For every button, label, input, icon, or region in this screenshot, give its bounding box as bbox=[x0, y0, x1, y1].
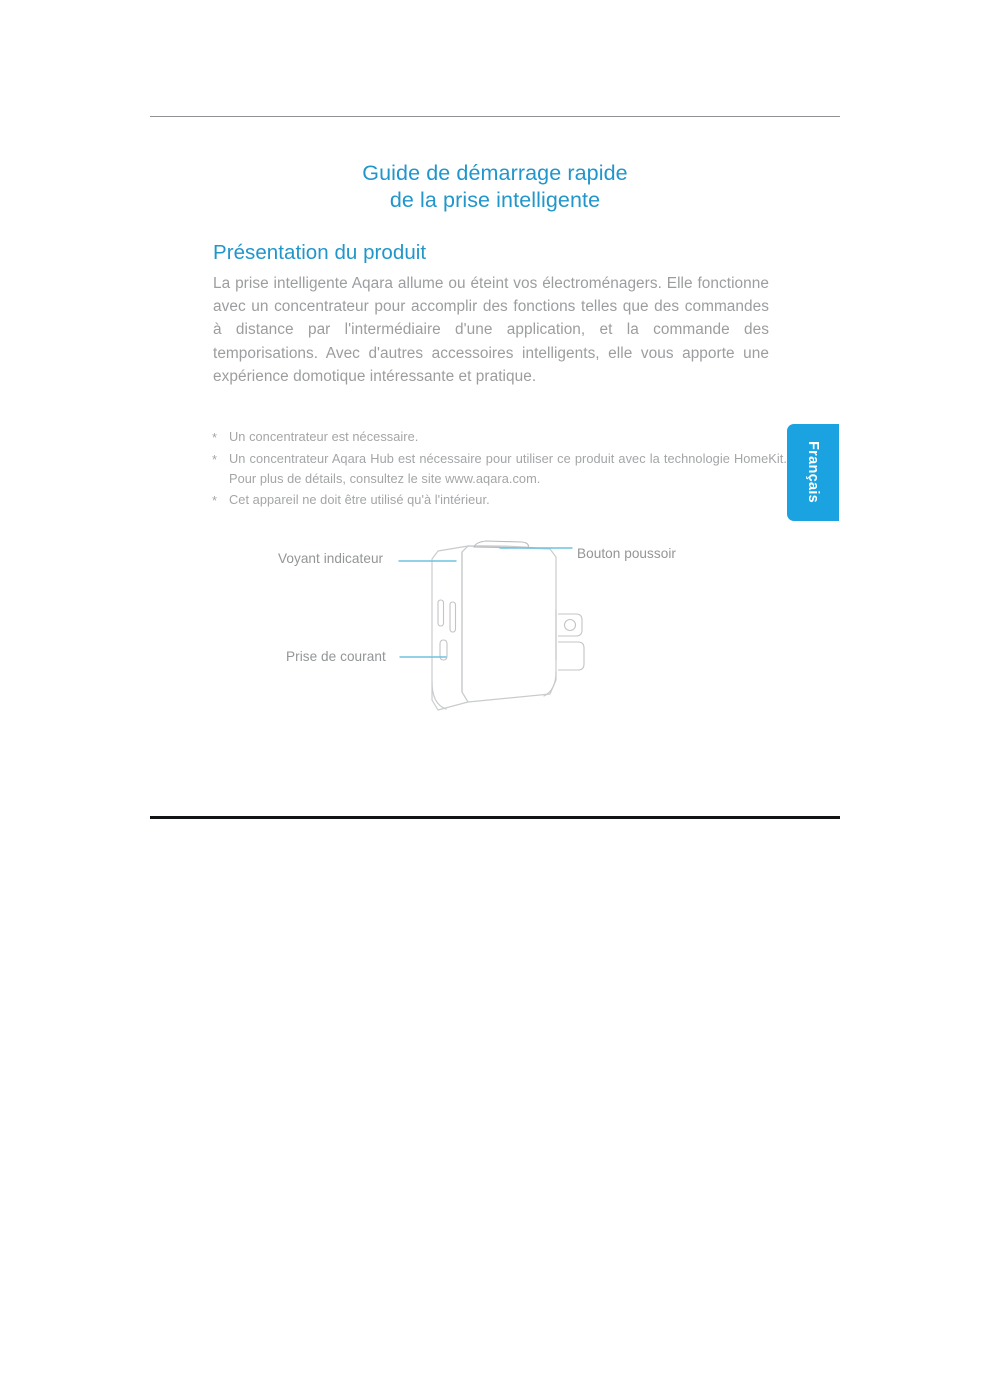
footnote-text: Cet appareil ne doit être utilisé qu'à l'intérieur. bbox=[229, 492, 490, 508]
callout-leader-lines bbox=[399, 548, 572, 657]
callout-label-power-socket: Prise de courant bbox=[286, 649, 386, 664]
footnote-list bbox=[211, 427, 787, 512]
callout-label-indicator-light: Voyant indicateur bbox=[278, 551, 384, 566]
footer-divider bbox=[150, 816, 840, 819]
product-diagram bbox=[260, 532, 720, 727]
callout-label-push-button: Bouton poussoir bbox=[577, 546, 676, 561]
language-tab-label: Français bbox=[805, 441, 821, 504]
language-tab-francais[interactable] bbox=[787, 424, 839, 521]
footnote-item bbox=[211, 449, 787, 489]
header-divider bbox=[150, 116, 840, 117]
page-title-line-2: de la prise intelligente bbox=[389, 188, 601, 212]
plug-outline bbox=[432, 546, 556, 710]
footnote-text: Un concentrateur est nécessaire. bbox=[229, 429, 419, 444]
footnote-item bbox=[211, 427, 559, 447]
section-heading: Présentation du produit bbox=[213, 241, 427, 264]
asterisk-icon: * bbox=[212, 493, 218, 509]
page-title-line-1: Guide de démarrage rapide bbox=[362, 161, 628, 185]
footnote-item bbox=[211, 490, 587, 510]
plug-prongs bbox=[556, 610, 584, 670]
footnote-text: Un concentrateur Aqara Hub est nécessaire pour utiliser ce produit avec la technologie HomeKit. Pour plus de détails, consultez le site www.aqara.com. bbox=[229, 450, 787, 486]
asterisk-icon: * bbox=[212, 451, 218, 467]
section-body-text: La prise intelligente Aqara allume ou éteint vos électroménagers. Elle fonctionne avec un concentrateur pour accomplir des fonctions telles que des commandes à distance par l'intermédiaire d'une application, et la commande des temporisations. Avec d'autres accessoires intelligents, elle vous apporte une expérience domotique intéressante et pratique. bbox=[213, 275, 769, 385]
page-title bbox=[150, 160, 840, 214]
asterisk-icon: * bbox=[212, 430, 218, 445]
socket-slots bbox=[438, 600, 456, 660]
